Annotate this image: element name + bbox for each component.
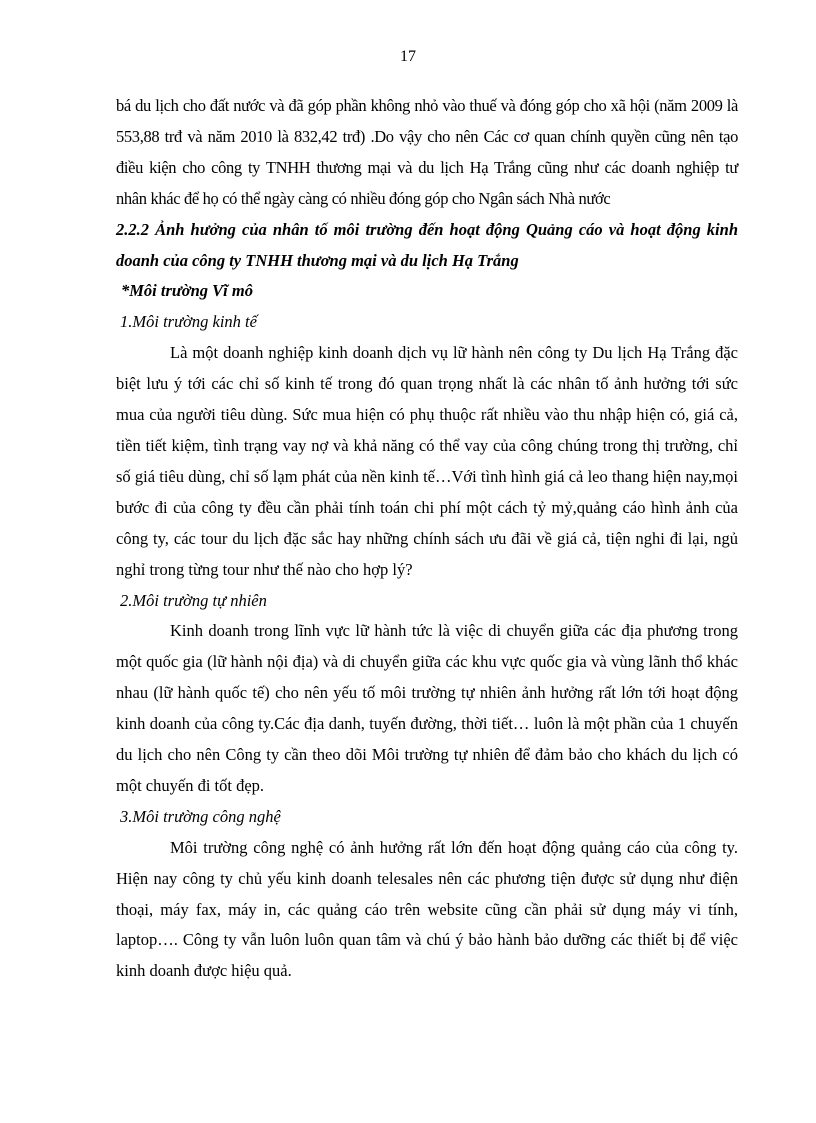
natural-environment-heading: 2.Môi trường tự nhiên	[120, 590, 267, 610]
economic-environment-paragraph: Là một doanh nghiệp kinh doanh dịch vụ lữ hành nên công ty Du lịch Hạ Trắng đặc biệt lưu ý tới các chỉ số kinh tế trong đó quan trọng nhất là các nhân tố ảnh hưởng tới sức mua của người tiêu dùng. Sức mua hiện có phụ thuộc rất nhiều vào thu nhập hiện có, giá cả, tiền tiết kiệm, tình trạng vay nợ và khả năng có thể vay của công chúng trong thị trường, chỉ số giá tiêu dùng, chỉ số lạm phát của nền kinh tế…Với tình hình giá cả leo thang hiện nay,mọi bước đi của công ty đều cần phải tính toán chi phí một cách tỷ mỷ,quảng cáo hình ảnh của công ty, các tour du lịch đặc sắc hay những chính sách ưu đãi về giá cả, tiện nghi đi lại, ngủ nghỉ trong từng tour như thế nào cho hợp lý?	[116, 343, 738, 579]
page-number: 17	[400, 48, 416, 65]
macro-environment-heading: *Môi trường Vĩ mô	[121, 281, 253, 301]
intro-line-4: nhân khác để họ có thể ngày càng có nhiều đóng góp cho Ngân sách Nhà nước	[116, 188, 611, 208]
economic-environment-heading: 1.Môi trường kinh tế	[120, 312, 257, 332]
technology-environment-paragraph: Môi trường công nghệ có ảnh hưởng rất lớn đến hoạt động quảng cáo của công ty. Hiện nay công ty chủ yếu kinh doanh telesales nên các phương tiện được sử dụng như điện thoại, máy fax, máy in, các quảng cáo trên website cũng cần phải sử dụng máy vi tính, laptop…. Công ty vẫn luôn luôn quan tâm và chú ý bảo hành bảo dưỡng các thiết bị để việc kinh doanh được hiệu quả.	[116, 837, 738, 981]
section-heading: 2.2.2 Ảnh hưởng của nhân tố môi trường đến hoạt động Quảng cáo và hoạt động kinh doanh của công ty TNHH thương mại và du lịch Hạ Trắng	[116, 219, 738, 270]
intro-line-1: bá du lịch cho đất nước và đã góp phần không nhỏ vào thuế và đóng góp cho xã hội (năm 2009 là	[116, 96, 738, 115]
intro-line-3: điều kiện cho công ty TNHH thương mại và du lịch Hạ Trắng cũng như các doanh nghiệp tư	[116, 157, 738, 177]
natural-environment-paragraph: Kinh doanh trong lĩnh vực lữ hành tức là việc di chuyển giữa các địa phương trong một quốc gia (lữ hành nội địa) và di chuyển giữa các khu vực quốc gia và vùng lãnh thổ khác nhau (lữ hành quốc tế) cho nên yếu tố môi trường tự nhiên ảnh hưởng rất lớn tới hoạt động kinh doanh của công ty.Các địa danh, tuyến đường, thời tiết… luôn là một phần của 1 chuyến du lịch cho nên Công ty cần theo dõi Môi trường tự nhiên để đảm bảo cho khách du lịch có một chuyến đi tốt đẹp.	[116, 621, 738, 795]
document-body	[116, 91, 738, 987]
intro-line-2: 553,88 trđ và năm 2010 là 832,42 trđ) .Do vậy cho nên Các cơ quan chính quyền cũng nên tạo	[116, 126, 738, 146]
technology-environment-heading: 3.Môi trường công nghệ	[120, 806, 281, 826]
